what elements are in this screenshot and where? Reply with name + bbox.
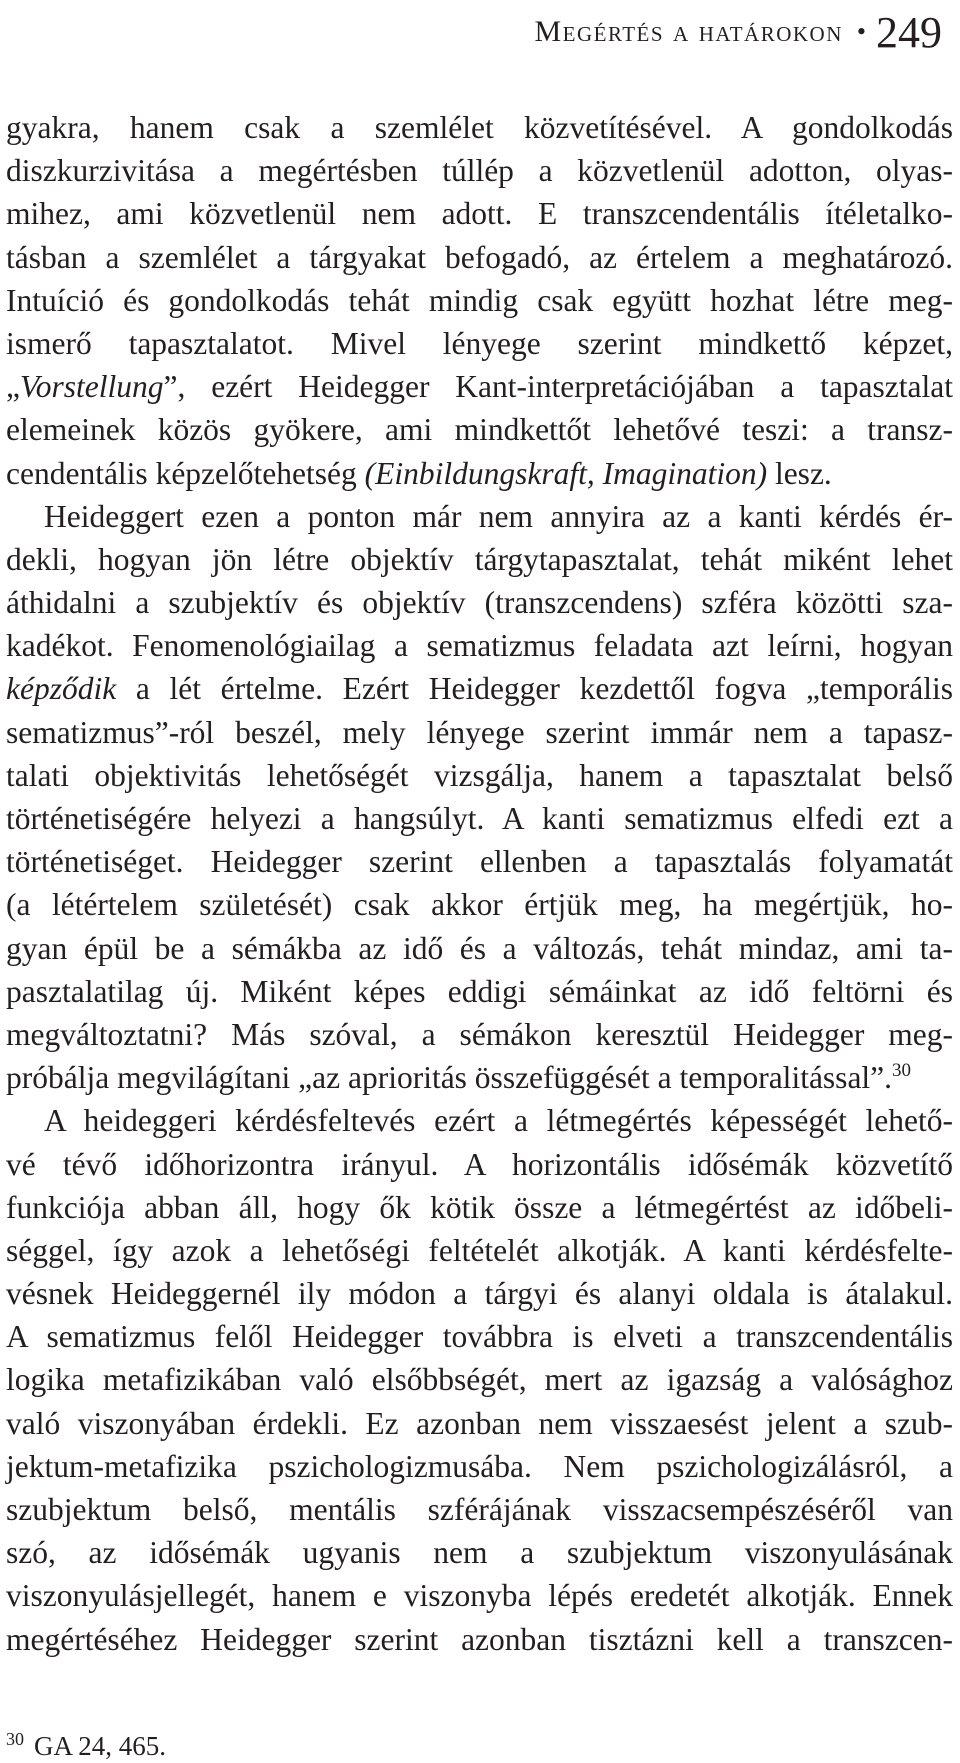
text-line (6, 1229, 953, 1272)
header-bullet: • (856, 17, 866, 46)
text-line (6, 192, 953, 235)
text-line (6, 1186, 953, 1229)
text-run: vé tévő időhorizontra irányul. A horizontális idősémák közvetítő (6, 1146, 953, 1182)
text-line (6, 1013, 953, 1056)
text-line (6, 927, 953, 970)
text-run: jektum-metafizika pszichologizmusába. Nem pszichologizálásról, a (6, 1448, 953, 1484)
text-line (6, 970, 953, 1013)
text-run: A heideggeri kérdésfeltevés ezért a létmegértés képességét lehető- (44, 1103, 953, 1139)
text-run: (a létértelem születését) csak akkor értjük meg, ha megértjük, ho- (6, 887, 953, 923)
text-line (6, 1618, 953, 1661)
footnote (6, 1722, 166, 1763)
text-line (6, 279, 953, 322)
text-line (6, 495, 953, 538)
text-line (6, 1531, 953, 1574)
text-run: mihez, ami közvetlenül nem adott. E transzcendentális ítéletalko- (6, 196, 953, 232)
text-line (6, 106, 953, 149)
text-line (6, 840, 953, 883)
text-line (6, 149, 953, 192)
text-run: talati objektivitás lehetőségét vizsgálja, hanem a tapasztalat belső (6, 757, 953, 793)
text-line (6, 1143, 953, 1186)
text-run: történetiséget. Heidegger szerint ellenben a tapasztalás folyamatát (6, 844, 953, 880)
text-line (6, 1488, 953, 1531)
italic-text: képződik (6, 671, 117, 707)
text-line (6, 754, 953, 797)
text-run: megváltoztatni? Más szóval, a sémákon keresztül Heidegger meg- (6, 1016, 953, 1052)
text-line (6, 1445, 953, 1488)
text-line (6, 1574, 953, 1617)
footnote-number: 30 (6, 1729, 24, 1749)
text-run: logika metafizikában való elsőbbségét, mert az igazság a valósághoz (6, 1362, 953, 1398)
footnote-text: GA 24, 465. (34, 1731, 167, 1761)
italic-text: (Einbildungskraft, Imagination) (364, 455, 768, 491)
text-run: kadékot. Fenomenológiailag a sematizmus feladata azt leírni, hogyan (6, 628, 953, 664)
page-number: 249 (876, 7, 942, 57)
text-line (6, 452, 953, 495)
italic-text: Vorstellung (19, 369, 164, 405)
text-run: elemeinek közös gyökere, ami mindkettőt lehetővé teszi: a transz- (6, 412, 953, 448)
text-run: A sematizmus felől Heidegger továbbra is elveti a transzcendentális (6, 1319, 953, 1355)
text-run: a lét értelme. Ezért Heidegger kezdettől fogva „temporális (116, 671, 953, 707)
text-line (6, 1099, 953, 1142)
text-line (6, 667, 953, 710)
text-run: ”, ezért Heidegger Kant-interpretációjában a tapasztalat (163, 369, 953, 405)
text-line (6, 1315, 953, 1358)
text-line (6, 236, 953, 279)
text-run: gyakra, hanem csak a szemlélet közvetítésével. A gondolkodás (6, 110, 953, 145)
text-run: viszonyulásjellegét, hanem e viszonyba lépés eredetét alkotják. Ennek (6, 1578, 953, 1614)
text-run: megértéséhez Heidegger szerint azonban tisztázni kell a transzcen- (6, 1621, 953, 1657)
text-run: próbálja megvilágítani „az aprioritás összefüggését a temporalitással”. (6, 1060, 893, 1096)
text-line (6, 538, 953, 581)
text-run: szubjektum belső, mentális szférájának visszacsempészéséről van (6, 1492, 953, 1527)
text-line (6, 711, 953, 754)
text-run: funkciója abban áll, hogy ők kötik össze a létmegértést az időbeli- (6, 1189, 953, 1225)
text-line (6, 1272, 953, 1315)
text-line (6, 581, 953, 624)
text-line (6, 1402, 953, 1445)
text-run: sematizmus”-ról beszél, mely lényege szerint immár nem a tapasz- (6, 714, 953, 750)
text-line (6, 624, 953, 667)
text-line (6, 322, 953, 365)
running-header (534, 6, 942, 58)
text-run: diszkurzivitása a megértésben túllép a közvetlenül adotton, olyas- (6, 153, 953, 189)
text-line (6, 365, 953, 408)
text-run: áthidalni a szubjektív és objektív (transzcendens) szféra közötti sza- (6, 585, 953, 621)
text-run: Heideggert ezen a ponton már nem annyira az a kanti kérdés ér- (44, 498, 953, 534)
text-run: történetiségére helyezi a hangsúlyt. A kanti sematizmus elfedi ezt a (6, 801, 953, 836)
body-text (6, 106, 953, 1661)
text-run: lesz. (767, 455, 832, 491)
running-title: Megértés a határokon (534, 15, 843, 48)
text-run: vésnek Heideggernél ily módon a tárgyi és alanyi oldala is átalakul. (6, 1276, 953, 1312)
text-run: való viszonyában érdekli. Ez azonban nem visszaesést jelent a szub- (6, 1405, 953, 1441)
text-line (6, 883, 953, 926)
text-run: séggel, így azok a lehetőségi feltételét alkotják. A kanti kérdésfelte- (6, 1232, 953, 1268)
text-run: ismerő tapasztalatot. Mivel lényege szerint mindkettő képzet, (6, 325, 953, 361)
text-line (6, 408, 953, 451)
text-line (6, 797, 953, 840)
text-line (6, 1056, 953, 1099)
footnote-ref: 30 (892, 1060, 912, 1082)
text-run: szó, az idősémák ugyanis nem a szubjektum viszonyulásának (6, 1535, 953, 1571)
text-run: dekli, hogyan jön létre objektív tárgytapasztalat, tehát miként lehet (6, 541, 953, 577)
text-run: Intuíció és gondolkodás tehát mindig csak együtt hozhat létre meg- (6, 282, 953, 318)
text-run: pasztalatilag új. Miként képes eddigi sémáinkat az idő feltörni és (6, 973, 953, 1009)
text-run: gyan épül be a sémákba az idő és a változás, tehát mindaz, ami ta- (6, 930, 953, 966)
text-run: „ (6, 369, 20, 405)
text-line (6, 1358, 953, 1401)
text-run: cendentális képzelőtehetség (6, 455, 365, 491)
text-run: tásban a szemlélet a tárgyakat befogadó, az értelem a meghatározó. (6, 239, 953, 275)
